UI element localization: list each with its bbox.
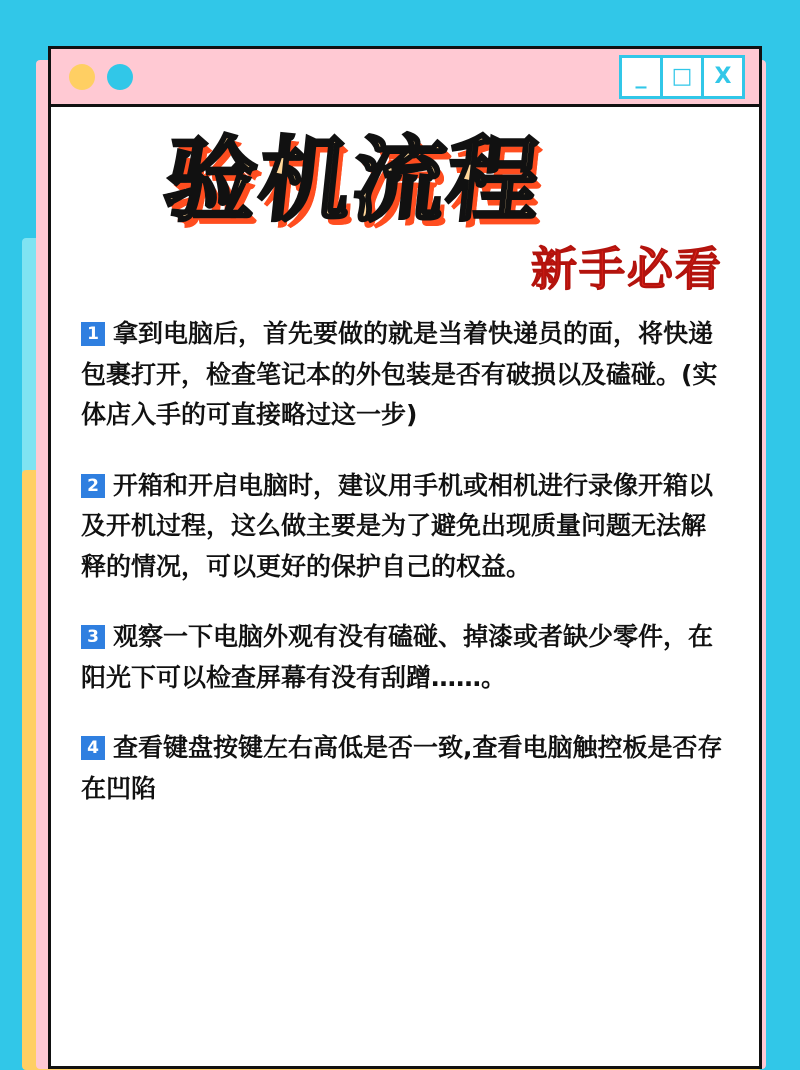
step-text: 开箱和开启电脑时，建议用手机或相机进行录像开箱以及开机过程，这么做主要是为了避免出现质量问题无法解释的情况，可以更好的保护自己的权益。 xyxy=(81,470,714,581)
step-number-badge: 4 xyxy=(81,736,105,760)
window-controls xyxy=(622,55,745,99)
headline-area xyxy=(77,125,733,310)
poster-content xyxy=(51,107,759,1066)
window-frame xyxy=(48,46,762,1069)
list-item xyxy=(81,728,729,809)
step-number-badge: 1 xyxy=(81,322,105,346)
step-text: 拿到电脑后，首先要做的就是当着快递员的面，将快递包裹打开，检查笔记本的外包装是否有破损以及磕碰。(实体店入手的可直接略过这一步) xyxy=(81,319,718,429)
maximize-button[interactable]: □ xyxy=(660,55,704,99)
list-item xyxy=(81,314,729,436)
list-item xyxy=(81,466,729,588)
window-titlebar xyxy=(51,49,759,107)
cyan-dot-icon xyxy=(107,64,133,90)
minimize-button[interactable]: _ xyxy=(619,55,663,99)
step-text: 查看键盘按键左右高低是否一致,查看电脑触控板是否存在凹陷 xyxy=(81,733,723,803)
step-text: 观察一下电脑外观有没有磕碰、掉漆或者缺少零件，在阳光下可以检查屏幕有没有刮蹭……。 xyxy=(81,622,714,692)
list-item xyxy=(81,617,729,698)
steps-list xyxy=(77,314,733,809)
page-subtitle: 新手必看 xyxy=(531,242,723,296)
window-dots xyxy=(69,64,133,90)
step-number-badge: 3 xyxy=(81,625,105,649)
step-number-badge: 2 xyxy=(81,474,105,498)
close-button[interactable]: X xyxy=(701,55,745,99)
page-title: 验机流程 xyxy=(159,127,547,234)
yellow-dot-icon xyxy=(69,64,95,90)
